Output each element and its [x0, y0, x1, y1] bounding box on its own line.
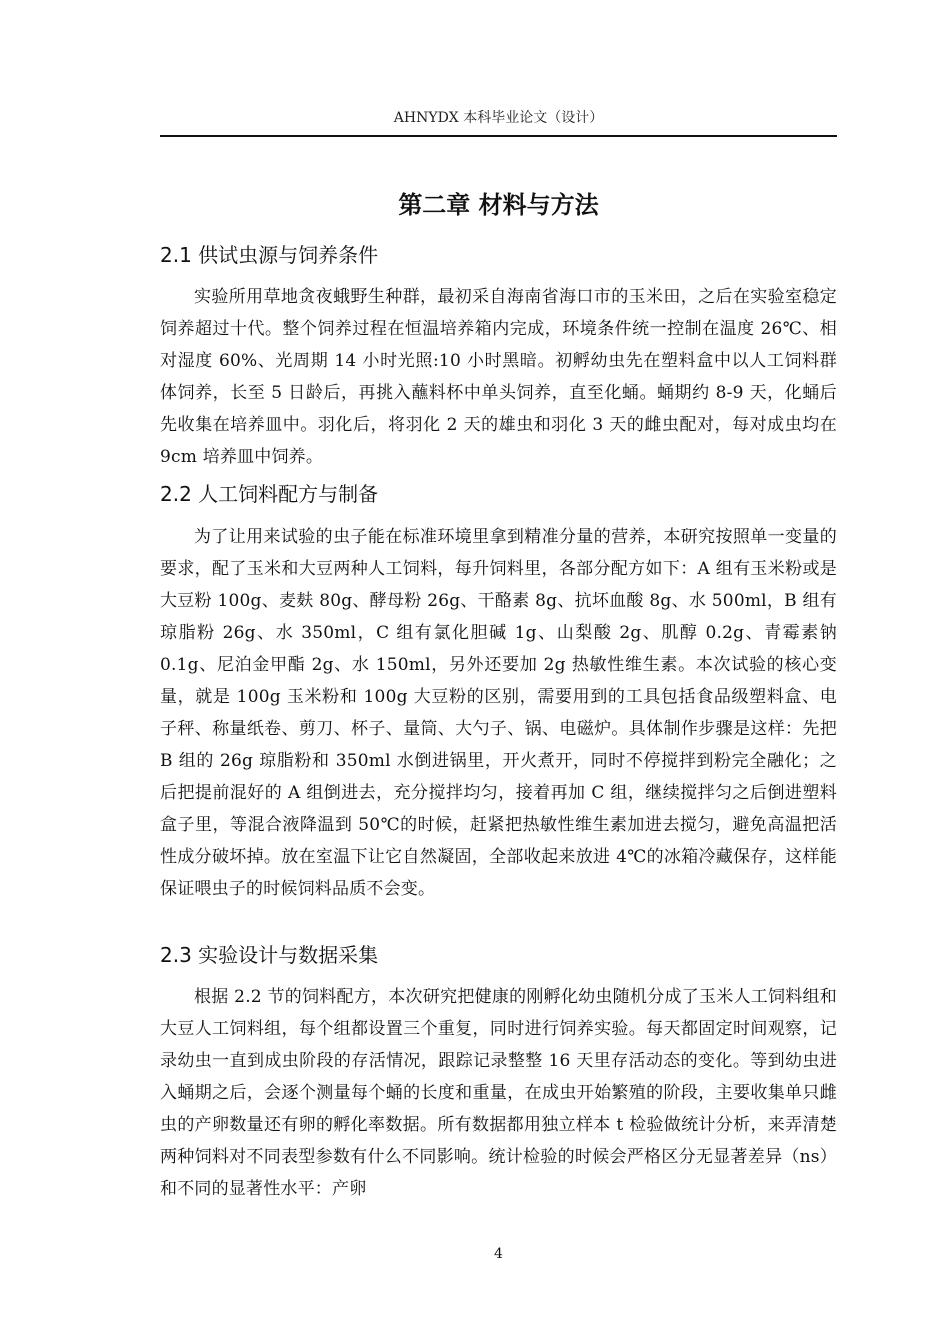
section-heading-2-2: 2.2 人工饲料配方与制备	[160, 482, 379, 506]
page-number: 4	[494, 1246, 503, 1262]
running-header: AHNYDX 本科毕业论文（设计）	[393, 110, 604, 126]
section-heading-2-3: 2.3 实验设计与数据采集	[160, 943, 379, 967]
section-paragraph-2-1: 实验所用草地贪夜蛾野生种群，最初采自海南省海口市的玉米田，之后在实验室稳定饲养超过十代。整个饲养过程在恒温培养箱内完成，环境条件统一控制在温度 26℃、相对湿度 60%、光周期 14 小时光照:10 小时黑暗。初孵幼虫先在塑料盒中以人工饲料群体饲养，长至 5 日龄后，再挑入蘸料杯中单头饲养，直至化蛹。蛹期约 8-9 天，化蛹后先收集在培养皿中。羽化后，将羽化 2 天的雄虫和羽化 3 天的雌虫配对，每对成虫均在 9cm 培养皿中饲养。	[160, 287, 837, 467]
section-paragraph-2-2: 为了让用来试验的虫子能在标准环境里拿到精准分量的营养，本研究按照单一变量的要求，配了玉米和大豆两种人工饲料，每升饲料里，各部分配方如下：A 组有玉米粉或是大豆粉 100g、麦麸 80g、酵母粉 26g、干酪素 8g、抗坏血酸 8g、水 500ml，B 组有琼脂粉 26g、水 350ml，C 组有氯化胆碱 1g、山梨酸 2g、肌醇 0.2g、青霉素钠 0.1g、尼泊金甲酯 2g、水 150ml，另外还要加 2g 热敏性维生素。本次试验的核心变量，就是 100g 玉米粉和 100g 大豆粉的区别，需要用到的工具包括食品级塑料盒、电子秤、称量纸卷、剪刀、杯子、量筒、大勺子、锅、电磁炉。具体制作步骤是这样：先把 B 组的 26g 琼脂粉和 350ml 水倒进锅里，开火煮开，同时不停搅拌到粉完全融化；之后把提前混好的 A 组倒进去，充分搅拌均匀，接着再加 C 组，继续搅拌匀之后倒进塑料盒子里，等混合液降温到 50℃的时候，赶紧把热敏性维生素加进去搅匀，避免高温把活性成分破坏掉。放在室温下让它自然凝固，全部收起来放进 4℃的冰箱冷藏保存，这样能保证喂虫子的时候饲料品质不会变。	[160, 527, 837, 899]
chapter-title: 第二章 材料与方法	[398, 191, 599, 219]
section-paragraph-2-3: 根据 2.2 节的饲料配方，本次研究把健康的刚孵化幼虫随机分成了玉米人工饲料组和大豆人工饲料组，每个组都设置三个重复，同时进行饲养实验。每天都固定时间观察，记录幼虫一直到成虫阶段的存活情况，跟踪记录整整 16 天里存活动态的变化。等到幼虫进入蛹期之后，会逐个测量每个蛹的长度和重量，在成虫开始繁殖的阶段，主要收集单只雌虫的产卵数量还有卵的孵化率数据。所有数据都用独立样本 t 检验做统计分析，来弄清楚两种饲料对不同表型参数有什么不同影响。统计检验的时候会严格区分无显著差异（ns）和不同的显著性水平：产卵	[160, 987, 837, 1199]
header-divider	[160, 135, 837, 137]
section-heading-2-1: 2.1 供试虫源与饲养条件	[160, 243, 379, 267]
